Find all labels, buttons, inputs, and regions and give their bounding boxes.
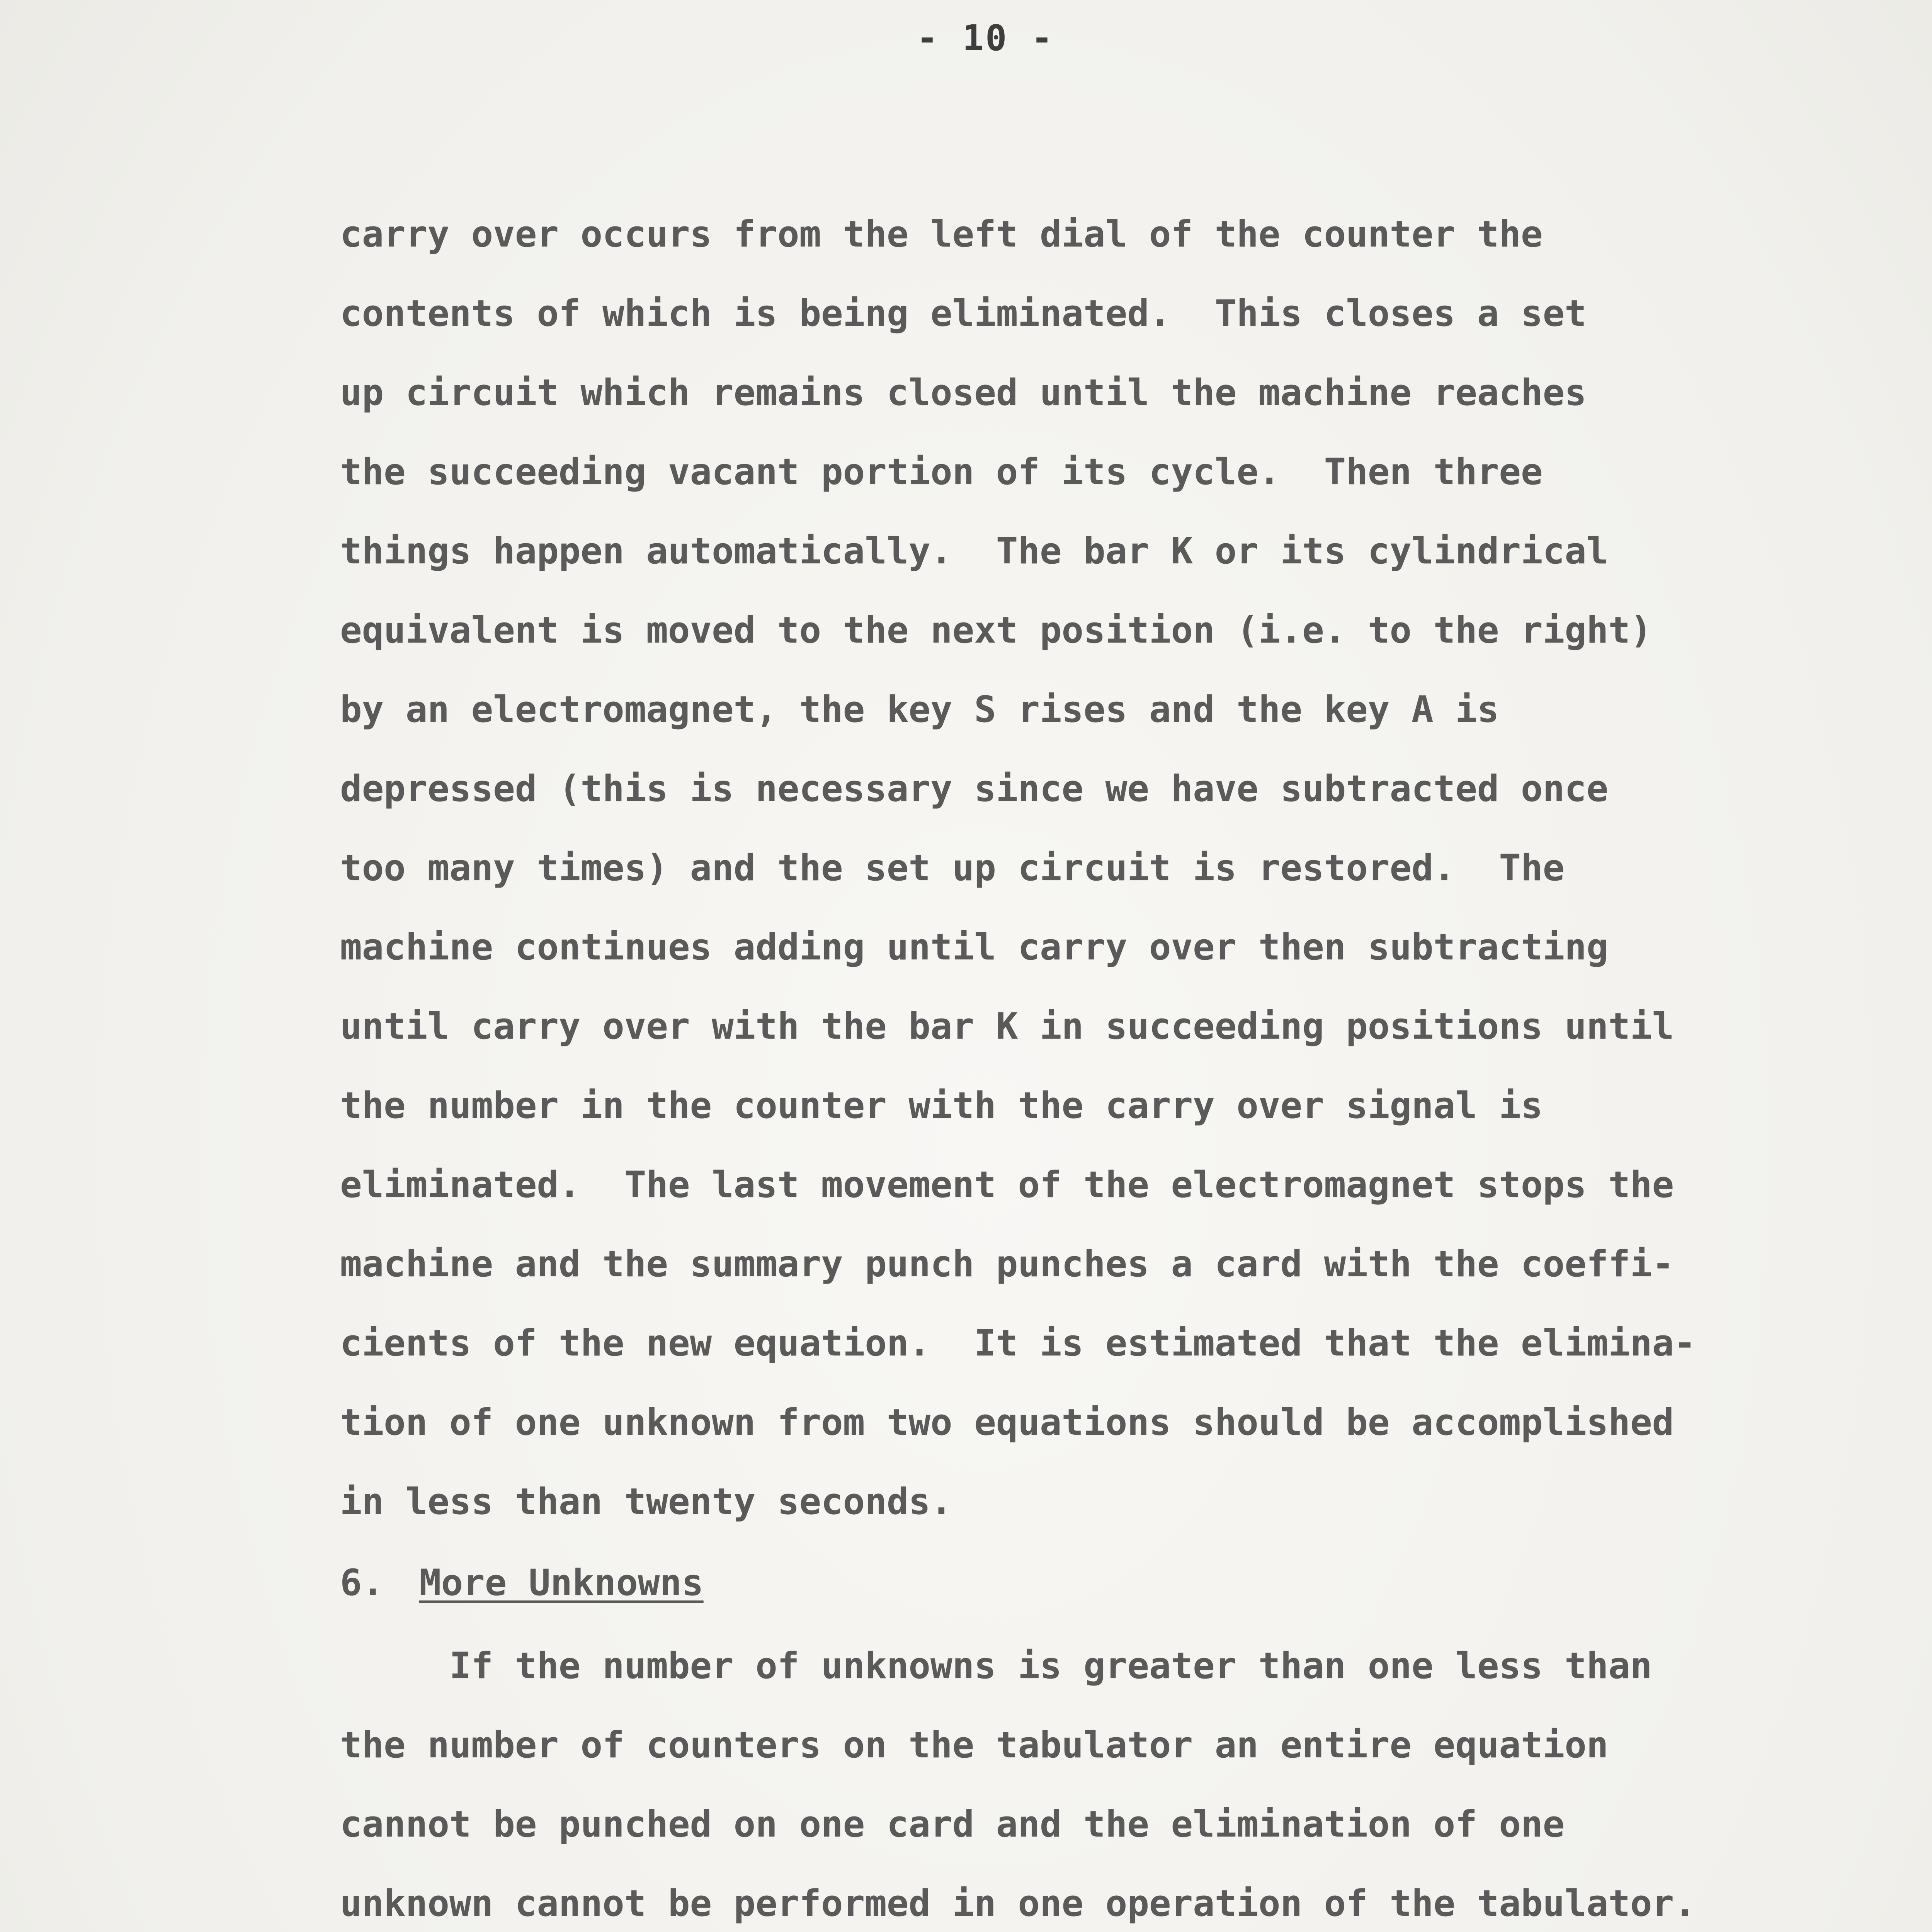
paragraph1-line: cients of the new equation. It is estimated that the elimina- — [340, 1322, 1696, 1364]
paragraph2-line: If the number of unknowns is greater than one less than — [340, 1645, 1652, 1687]
paragraph1-line: contents of which is being eliminated. This closes a set — [340, 293, 1587, 335]
paragraph2-line: unknown cannot be performed in one operation of the tabulator. — [340, 1883, 1696, 1925]
paragraph1-line: tion of one unknown from two equations should be accomplished — [340, 1401, 1674, 1444]
page-number: - 10 - — [916, 17, 1054, 59]
paragraph1-line: carry over occurs from the left dial of the counter the — [340, 213, 1543, 255]
paragraph1-line: eliminated. The last movement of the electromagnet stops the — [340, 1164, 1674, 1206]
paragraph1-line: machine and the summary punch punches a card with the coeffi- — [340, 1243, 1674, 1285]
section-title: More Unknowns — [419, 1562, 704, 1604]
paragraph1-line: things happen automatically. The bar K or its cylindrical — [340, 530, 1609, 572]
paragraph1-line: equivalent is moved to the next position (i.e. to the right) — [340, 609, 1652, 651]
paragraph1-line: too many times) and the set up circuit is restored. The — [340, 847, 1565, 889]
paragraph1-line: depressed (this is necessary since we have subtracted once — [340, 768, 1609, 810]
paragraph1-line: until carry over with the bar K in succeeding positions until — [340, 1005, 1674, 1048]
paragraph1-line: machine continues adding until carry over then subtracting — [340, 926, 1609, 968]
paragraph1-line: in less than twenty seconds. — [340, 1481, 952, 1523]
paragraph1-line: the succeeding vacant portion of its cycle. Then three — [340, 451, 1543, 493]
paragraph1-line: by an electromagnet, the key S rises and the key A is — [340, 689, 1499, 731]
paragraph2-line: cannot be punched on one card and the elimination of one — [340, 1803, 1565, 1845]
paragraph1-line: up circuit which remains closed until the machine reaches — [340, 372, 1587, 414]
paragraph1-line: the number in the counter with the carry over signal is — [340, 1085, 1543, 1127]
paragraph2-line: the number of counters on the tabulator an entire equation — [340, 1724, 1609, 1766]
section-number: 6. — [340, 1562, 384, 1604]
